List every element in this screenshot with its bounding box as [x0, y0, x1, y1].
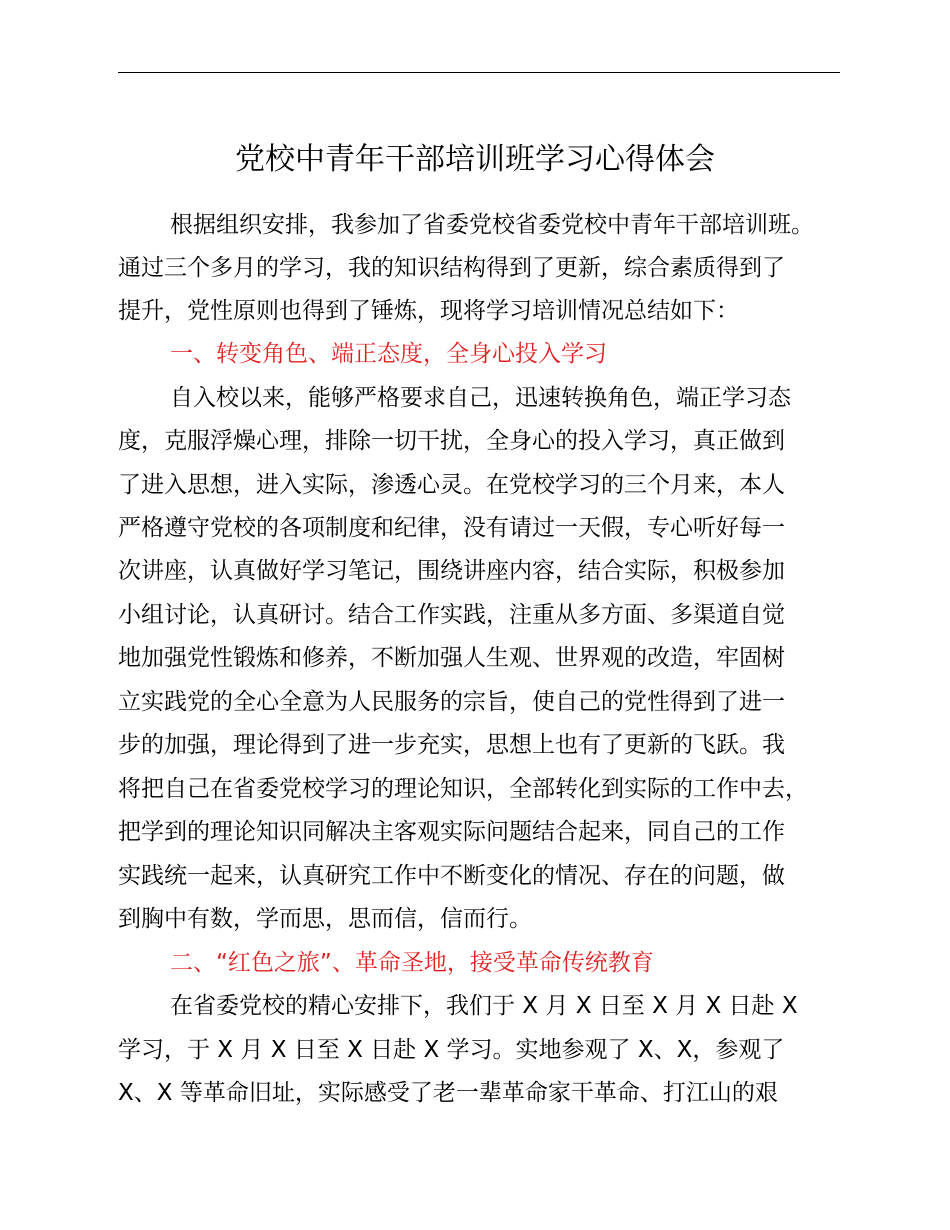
paragraph-line: 次讲座，认真做好学习笔记，围绕讲座内容，结合实际，积极参加 [118, 558, 785, 584]
paragraph-line: 实践统一起来，认真研究工作中不断变化的情况、存在的问题，做 [118, 863, 785, 889]
paragraph-line: 把学到的理论知识同解决主客观实际问题结合起来，同自己的工作 [118, 819, 785, 845]
paragraph-line: 地加强党性锻炼和修养，不断加强人生观、世界观的改造，牢固树 [118, 645, 785, 671]
page-title: 党校中青年干部培训班学习心得体会 [235, 142, 715, 177]
section-heading-2: 二、“红色之旅”、革命圣地，接受革命传统教育 [170, 950, 654, 976]
paragraph-line: 小组讨论，认真研讨。结合工作实践，注重从多方面、多渠道自觉 [118, 602, 785, 628]
paragraph-line: 步的加强，理论得到了进一步充实，思想上也有了更新的飞跃。我 [118, 732, 785, 758]
paragraph-line: 自入校以来，能够严格要求自己，迅速转换角色，端正学习态 [170, 385, 791, 411]
section-heading-1: 一、转变角色、端正态度，全身心投入学习 [170, 341, 607, 367]
paragraph-line: 度，克服浮燥心理，排除一切干扰，全身心的投入学习，真正做到 [118, 428, 785, 454]
paragraph-line: 立实践党的全心全意为人民服务的宗旨，使自己的党性得到了进一 [118, 689, 785, 715]
paragraph-line: 将把自己在省委党校学习的理论知识，全部转化到实际的工作中去， [118, 776, 808, 802]
paragraph-line: 在省委党校的精心安排下，我们于 X 月 X 日至 X 月 X 日赴 X [170, 993, 798, 1019]
header-rule [118, 72, 840, 73]
paragraph-line: 了进入思想，进入实际，渗透心灵。在党校学习的三个月来，本人 [118, 472, 785, 498]
paragraph-line: 根据组织安排，我参加了省委党校省委党校中青年干部培训班。 [170, 212, 814, 238]
paragraph-line: 严格遵守党校的各项制度和纪律，没有请过一天假，专心听好每一 [118, 515, 785, 541]
paragraph-line: 学习，于 X 月 X 日至 X 日赴 X 学习。实地参观了 X、X，参观了 [118, 1037, 785, 1063]
paragraph-line: X、X 等革命旧址，实际感受了老一辈革命家干革命、打江山的艰 [118, 1080, 778, 1106]
paragraph-line: 提升，党性原则也得到了锤炼，现将学习培训情况总结如下： [118, 298, 739, 324]
paragraph-line: 通过三个多月的学习，我的知识结构得到了更新，综合素质得到了 [118, 255, 785, 281]
paragraph-line: 到胸中有数，学而思，思而信，信而行。 [118, 906, 532, 932]
